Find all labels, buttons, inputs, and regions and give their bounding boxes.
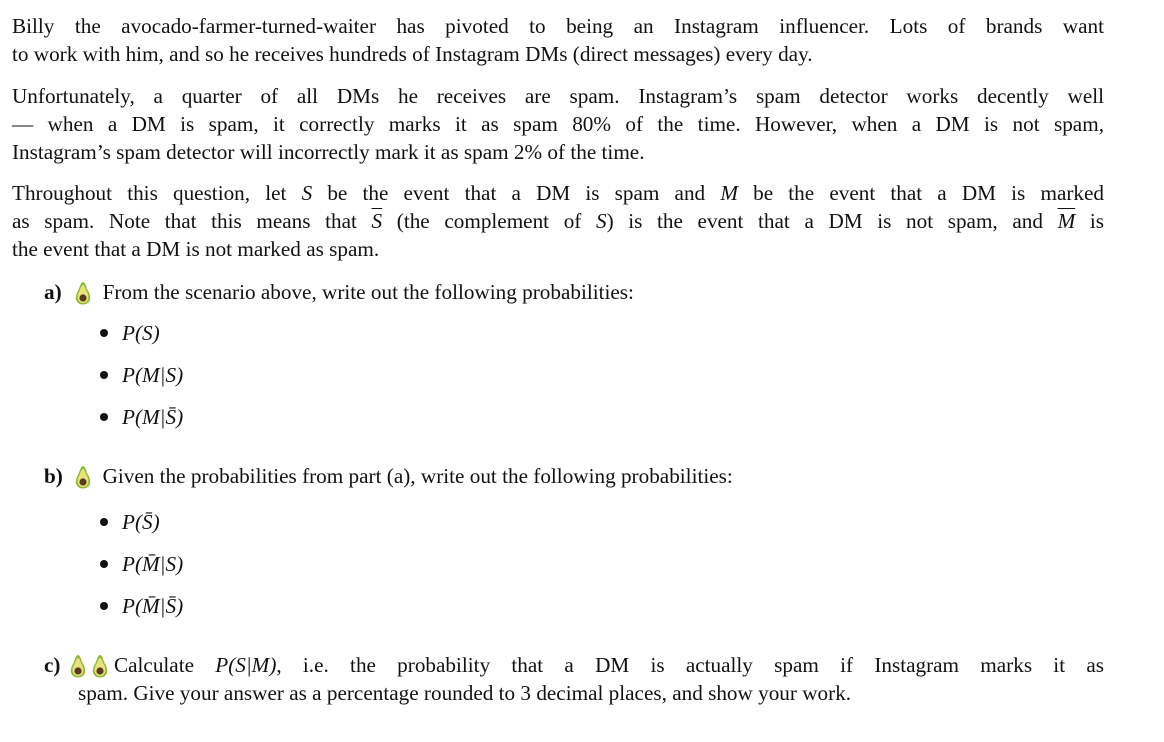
part-a-item-1: P(S) [100,319,160,347]
part-c-block [44,651,1104,707]
part-b-heading [44,462,733,490]
intro-p3-line-3: the event that a DM is not marked as spam. [12,237,380,261]
part-c-line-1: c) Calculate P(S|M), i.e. the probability that a DM is actually spam if Instagram marks it as [44,653,1104,677]
intro-p3-line-2: as spam. Note that this means that $\overline{S}$ (the complement of S) is the event that a DM is not spam, and $\overline{M}$ is [12,209,1104,233]
intro-p2-line-3: Instagram’s spam detector will incorrectly mark it as spam 2% of the time. [12,140,645,164]
intro-p1-line-2: to work with him, and so he receives hundreds of Instagram DMs (direct messages) every day. [12,42,813,66]
part-b-item-2: P(M̄|S) [100,550,183,578]
avocado-icon [75,464,102,488]
intro-paragraph-2 [12,82,1104,166]
part-b-item-1: P(S̄) [100,508,160,536]
part-a-item-2: P(M|S) [100,361,183,389]
part-c-label: c) [44,653,61,677]
part-b-item-3: P(M̄|S̄) [100,592,183,620]
avocado-icon [70,654,86,678]
intro-p1-line-1: Billy the avocado-farmer-turned-waiter has pivoted to being an Instagram influencer. Lots of brands want [12,14,1104,38]
part-a-item-3: P(M|S̄) [100,403,183,431]
intro-p3-line-1: Throughout this question, let S be the event that a DM is spam and M be the event that a DM is marked [12,181,1104,205]
avocado-icon [75,280,102,304]
intro-paragraph-3 [12,179,1104,263]
part-c-line-2: spam. Give your answer as a percentage rounded to 3 decimal places, and show your work. [78,681,852,705]
part-b-label: b) [44,464,63,488]
avocado-icon [92,654,108,678]
part-b-text: Given the probabilities from part (a), write out the following probabilities: [102,464,733,488]
intro-p2-line-1: Unfortunately, a quarter of all DMs he receives are spam. Instagram’s spam detector works decently well [12,84,1104,108]
intro-paragraph-1 [12,12,1104,68]
part-a-text: From the scenario above, write out the following probabilities: [102,280,634,304]
part-a-label: a) [44,280,62,304]
intro-p2-line-2: — when a DM is spam, it correctly marks it as spam 80% of the time. However, when a DM is not spam, [12,112,1104,136]
part-a-heading [44,278,634,306]
